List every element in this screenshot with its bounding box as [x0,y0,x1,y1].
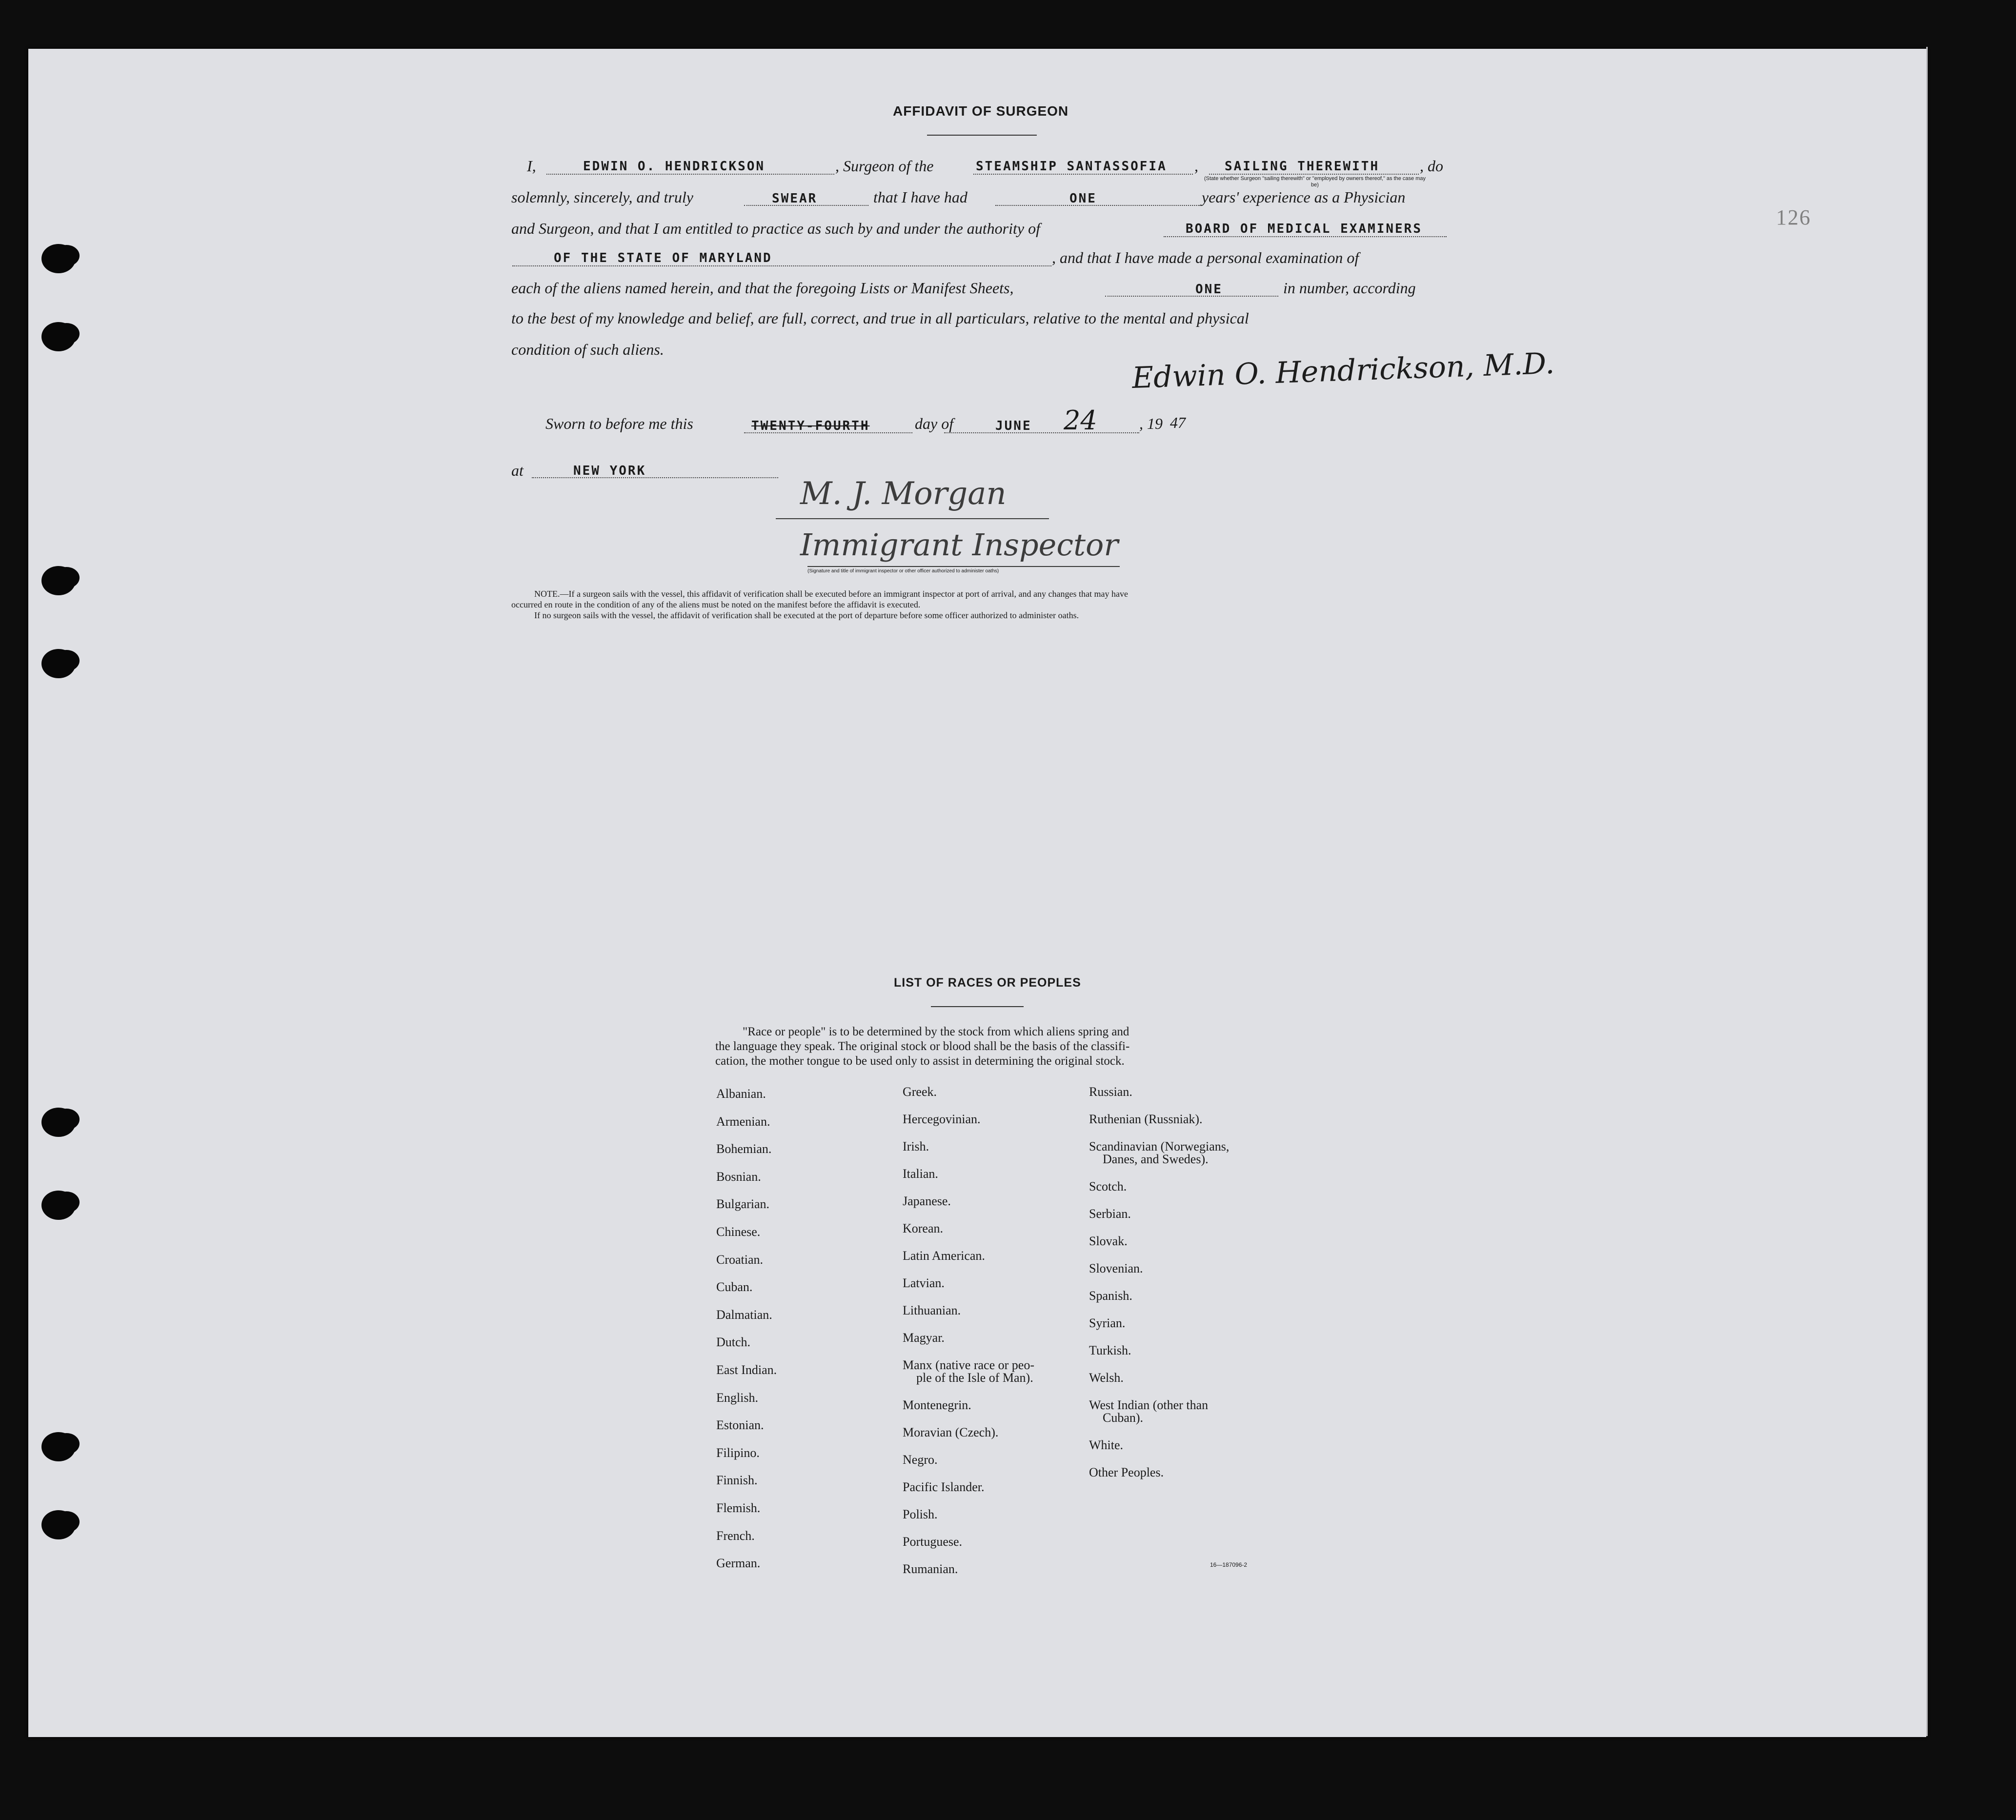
race-item: Montenegrin. [903,1398,971,1412]
binder-hole [41,1510,76,1539]
race-item: Irish. [903,1139,929,1153]
race-item: Syrian. [1089,1316,1126,1330]
affidavit-text: , and that I have made a personal examination of [1052,249,1359,266]
affidavit-text: , Surgeon of the [835,157,934,175]
status-hint: (State whether Surgeon "sailing therewith" or "employed by owners thereof," as the case may be) [1204,176,1426,188]
month-field: JUNE [995,419,1032,433]
authority-field-2: OF THE STATE OF MARYLAND [554,251,772,265]
race-item: West Indian (other than [1089,1398,1209,1412]
signature-line [807,566,1120,567]
race-item: East Indian. [716,1363,777,1377]
affidavit-text: condition of such aliens. [511,341,664,358]
race-item: Hercegovinian. [903,1112,981,1126]
race-item: Cuban). [1103,1411,1144,1425]
years-field: ONE [1069,191,1097,206]
surgeon-name-field: EDWIN O. HENDRICKSON [583,159,766,174]
title-rule [927,135,1037,136]
affidavit-text: solemnly, sincerely, and truly [511,188,693,206]
affidavit-text: in number, according [1283,279,1416,297]
binder-hole [41,566,76,595]
affidavit-text: at [511,462,524,479]
race-item: Estonian. [716,1418,764,1433]
race-item: Korean. [903,1221,944,1235]
race-item: Spanish. [1089,1289,1132,1303]
race-item: Italian. [903,1167,938,1181]
binder-hole [41,1108,76,1137]
date-handwritten: 24 [1064,405,1097,436]
race-item: English. [716,1390,758,1405]
fill-line [1209,174,1419,175]
race-item: Magyar. [903,1331,945,1345]
inspector-caption: (Signature and title of immigrant inspector or other officer authorized to administer oaths) [807,568,999,574]
race-item: Other Peoples. [1089,1465,1164,1479]
race-item: Welsh. [1089,1371,1124,1385]
affidavit-text: to the best of my knowledge and belief, are full, correct, and true in all particulars, relative to the mental and physical [511,309,1249,327]
title-rule [931,1006,1024,1007]
oath-field: SWEAR [772,191,818,206]
sheets-field: ONE [1195,282,1223,297]
race-item: Cuban. [716,1280,753,1294]
binder-hole [41,1432,76,1461]
race-item: Bulgarian. [716,1197,770,1212]
race-item: Slovenian. [1089,1261,1143,1275]
race-item: Moravian (Czech). [903,1425,999,1439]
race-item: Croatian. [716,1252,764,1267]
race-item: Latin American. [903,1249,985,1263]
race-item: Armenian. [716,1114,770,1129]
affidavit-text: , [1194,157,1198,175]
fill-line [1164,236,1447,237]
races-intro: the language they speak. The original stock or blood shall be the basis of the classifi- [715,1040,1130,1053]
affidavit-text: I, [527,157,536,175]
race-item: Serbian. [1089,1207,1131,1221]
fill-line [546,174,834,175]
race-item: Chinese. [716,1225,761,1239]
race-item: Dutch. [716,1335,751,1350]
surgeon-signature: Edwin O. Hendrickson, M.D. [1131,346,1555,396]
fill-line [1105,296,1278,297]
race-item: German. [716,1556,761,1571]
binder-hole [41,244,76,273]
affidavit-text: day of [915,415,954,432]
affidavit-text: that I have had [873,188,968,206]
affidavit-text: , do [1420,157,1443,175]
fill-line [995,205,1200,206]
fill-line [532,477,778,478]
race-item: Finnish. [716,1473,758,1488]
race-item: Rumanian. [903,1562,958,1576]
race-item: White. [1089,1438,1124,1452]
race-item: Turkish. [1089,1343,1131,1357]
vessel-field: STEAMSHIP SANTASSOFIA [976,159,1167,174]
races-title: LIST OF RACES OR PEOPLES [894,976,1081,990]
races-intro: "Race or people" is to be determined by the stock from which aliens spring and [743,1025,1129,1038]
affidavit-text: , 19 [1139,415,1163,432]
race-item: Lithuanian. [903,1303,961,1317]
fill-line [973,174,1193,175]
race-item: Slovak. [1089,1234,1128,1248]
inspector-title: Immigrant Inspector [800,527,1118,563]
note-text: If no surgeon sails with the vessel, the affidavit of verification shall be executed at the port of departure before some officer authorized to administer oaths. [534,610,1079,620]
race-item: Latvian. [903,1276,945,1290]
affidavit-title: AFFIDAVIT OF SURGEON [893,103,1069,119]
inspector-signature: M. J. Morgan [800,476,1007,512]
signature-line [776,518,1049,519]
affidavit-text: Sworn to before me this [545,415,693,432]
fill-line [512,265,1051,266]
place-field: NEW YORK [573,464,646,478]
affidavit-text: and Surgeon, and that I am entitled to practice as such by and under the authority of [511,220,1040,237]
page-edge [1926,47,1928,1736]
race-item: French. [716,1528,755,1543]
race-item: Greek. [903,1085,937,1099]
form-number: 16—187096-2 [1210,1561,1248,1568]
binder-hole [41,322,76,351]
affidavit-text: each of the aliens named herein, and that the foregoing Lists or Manifest Sheets, [511,279,1014,297]
race-item: Polish. [903,1507,938,1521]
fill-line [744,205,868,206]
affidavit-text: years' experience as a Physician [1202,188,1406,206]
race-item: Manx (native race or peo- [903,1358,1034,1372]
race-item: Scandinavian (Norwegians, [1089,1139,1230,1153]
race-item: Portuguese. [903,1535,963,1549]
race-item: ple of the Isle of Man). [916,1371,1033,1385]
race-item: Pacific Islander. [903,1480,985,1494]
binder-hole [41,1191,76,1220]
page-number: 126 [1776,205,1811,229]
race-item: Albanian. [716,1087,766,1101]
day-field: TWENTY-FOURTH [751,419,870,433]
race-item: Flemish. [716,1501,761,1515]
binder-hole [41,649,76,678]
year-field: 47 [1170,414,1186,431]
note-text: NOTE.—If a surgeon sails with the vessel, this affidavit of verification shall be executed before an immigrant inspector at port of arrival, and any changes that may have [534,589,1128,599]
fill-line [944,432,1139,433]
note-text: occurred en route in the condition of any of the aliens must be noted on the manifest before the affidavit is executed. [511,600,921,609]
race-item: Danes, and Swedes). [1103,1152,1209,1166]
race-item: Bohemian. [716,1142,772,1156]
race-item: Bosnian. [716,1169,761,1184]
races-intro: cation, the mother tongue to be used only to assist in determining the original stock. [715,1054,1125,1068]
race-item: Negro. [903,1453,938,1467]
race-item: Russian. [1089,1085,1132,1099]
status-field: SAILING THEREWITH [1225,159,1380,174]
race-item: Japanese. [903,1194,951,1208]
authority-field-1: BOARD OF MEDICAL EXAMINERS [1186,222,1422,236]
race-item: Scotch. [1089,1179,1127,1193]
race-item: Filipino. [716,1445,760,1460]
race-item: Dalmatian. [716,1307,772,1322]
race-item: Ruthenian (Russniak). [1089,1112,1203,1126]
fill-line [744,432,912,433]
